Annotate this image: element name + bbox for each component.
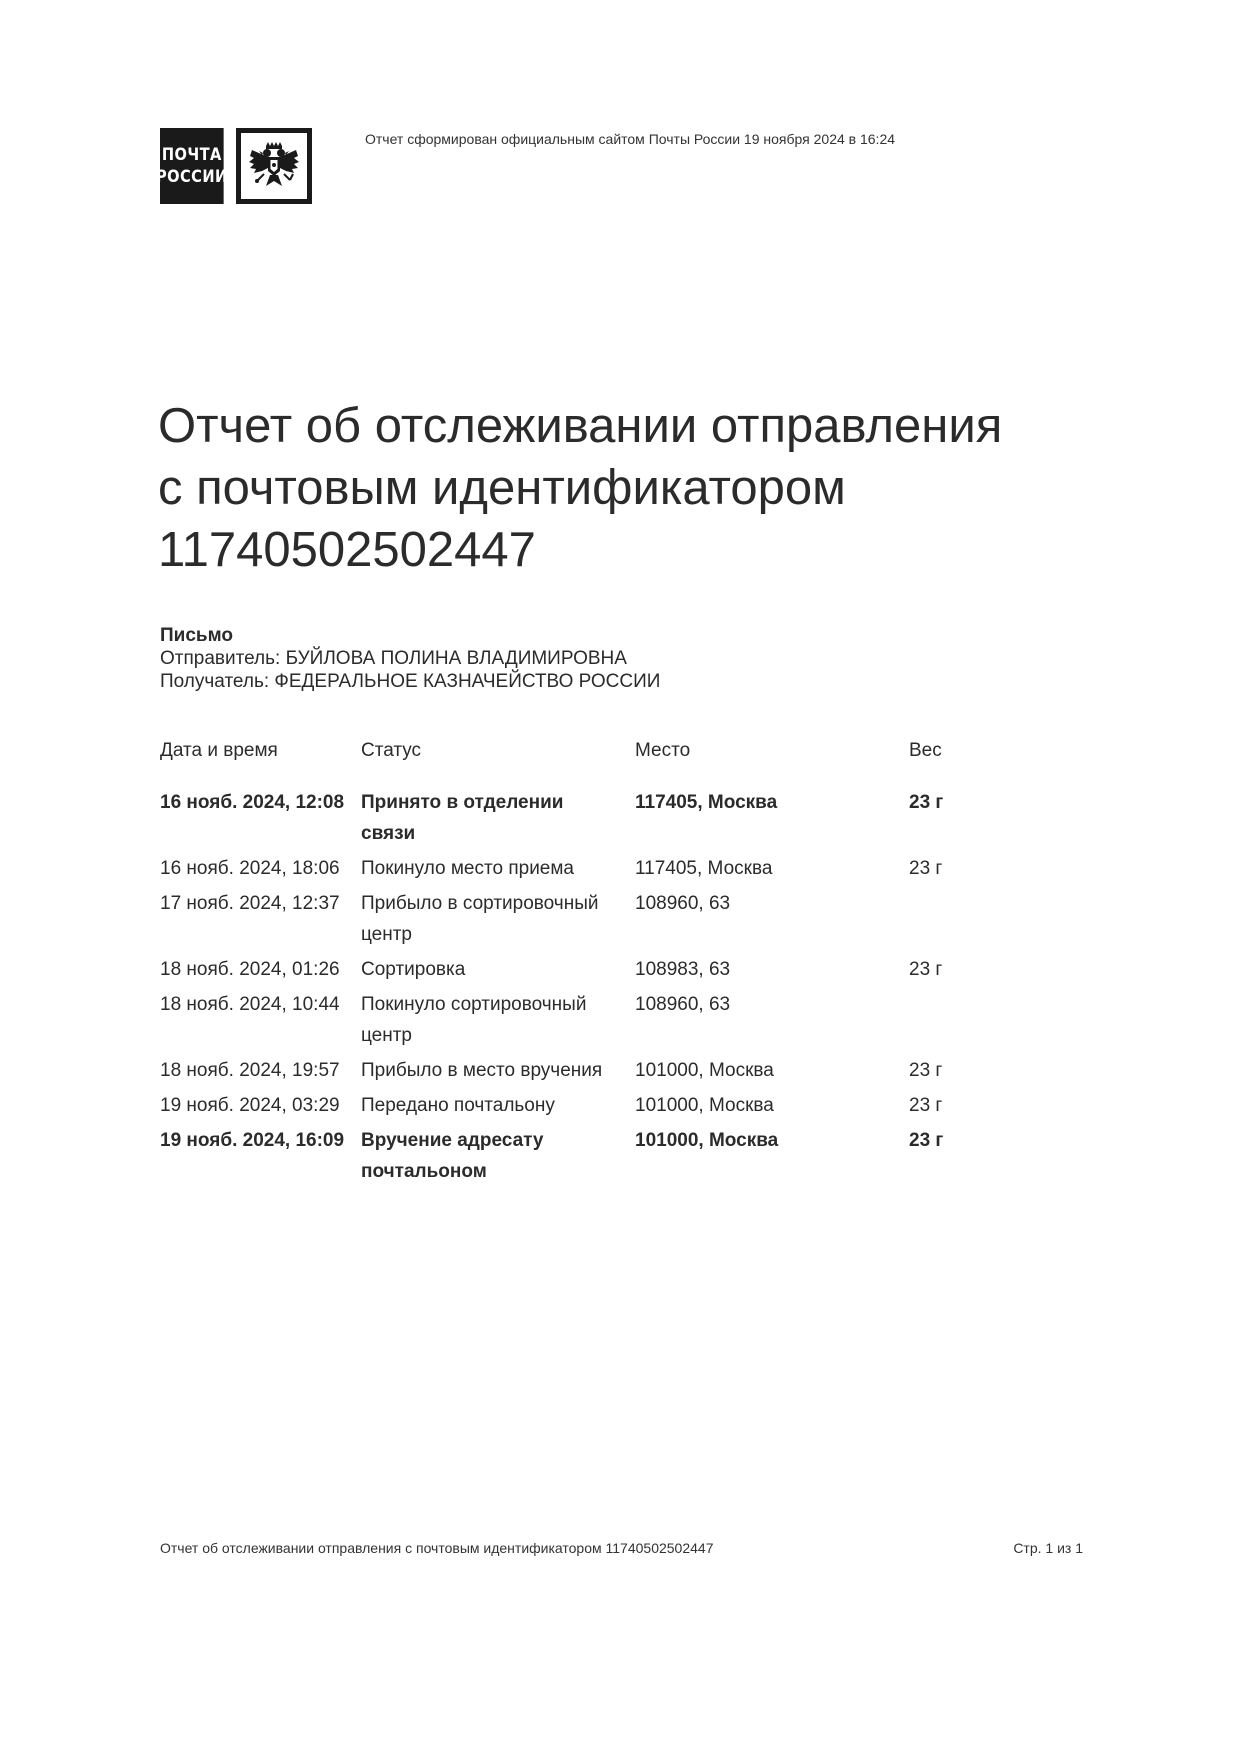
table-row (160, 1055, 989, 1090)
event-date: 16 нояб. 2024, 18:06 (160, 858, 340, 879)
logo-line-2: РОССИИ (155, 167, 228, 187)
header-status: Статус (361, 740, 422, 761)
event-status: Передано почтальону (361, 1095, 555, 1116)
event-date: 19 нояб. 2024, 03:29 (160, 1095, 340, 1116)
event-place: 108960, 63 (635, 994, 731, 1015)
table-row (160, 989, 989, 1055)
event-weight: 23 г (909, 858, 943, 879)
logo-line-1: ПОЧТА (161, 145, 222, 165)
event-date: 18 нояб. 2024, 10:44 (160, 994, 340, 1015)
event-date: 18 нояб. 2024, 01:26 (160, 959, 340, 980)
event-weight: 23 г (909, 792, 944, 813)
pochta-rossii-logo (155, 128, 312, 204)
event-status: Сортировка (361, 959, 466, 980)
shipment-info (160, 624, 660, 693)
event-place: 108983, 63 (635, 959, 731, 980)
header-place: Место (635, 740, 691, 761)
event-place: 117405, Москва (635, 858, 773, 879)
table-header-row (160, 738, 989, 787)
event-weight: 23 г (909, 1060, 943, 1081)
event-date: 17 нояб. 2024, 12:37 (160, 893, 340, 914)
logo-wordmark (155, 128, 228, 204)
event-weight (909, 888, 989, 954)
event-weight (909, 989, 989, 1055)
table-row (160, 853, 989, 888)
footer-title: Отчет об отслеживании отправления с почтовым идентификатором 11740502502447 (160, 1540, 714, 1556)
page-title (158, 395, 1002, 581)
event-status: Покинуло место приема (361, 858, 574, 879)
event-date: 16 нояб. 2024, 12:08 (160, 792, 345, 813)
shipment-type: Письмо (160, 625, 233, 646)
event-status: Прибыло в место вручения (361, 1060, 603, 1081)
report-generated-note: Отчет сформирован официальным сайтом Почты России 19 ноября 2024 в 16:24 (365, 131, 896, 147)
logo-emblem (236, 128, 312, 204)
event-date: 19 нояб. 2024, 16:09 (160, 1130, 345, 1151)
event-place: 101000, Москва (635, 1060, 774, 1081)
tracking-number: 11740502502447 (158, 523, 536, 577)
sender: Отправитель: БУЙЛОВА ПОЛИНА ВЛАДИМИРОВНА (160, 648, 627, 669)
event-place: 101000, Москва (635, 1095, 774, 1116)
page-number: Стр. 1 из 1 (1013, 1540, 1083, 1556)
table-row (160, 954, 989, 989)
title-line-2: с почтовым идентификатором (158, 461, 846, 515)
event-status: Прибыло в сортировочный центр (361, 893, 599, 945)
header-weight: Вес (909, 740, 942, 761)
table-row (160, 888, 989, 954)
event-weight: 23 г (909, 1095, 943, 1116)
event-place: 101000, Москва (635, 1130, 779, 1151)
header-date: Дата и время (160, 740, 278, 761)
tracking-events (160, 787, 989, 1191)
event-weight: 23 г (909, 959, 943, 980)
tracking-table (160, 738, 989, 1191)
event-place: 117405, Москва (635, 792, 778, 813)
event-status: Покинуло сортировочный центр (361, 994, 587, 1046)
event-weight: 23 г (909, 1130, 944, 1151)
table-row (160, 1125, 989, 1191)
event-date: 18 нояб. 2024, 19:57 (160, 1060, 340, 1081)
table-row (160, 1090, 989, 1125)
title-line-1: Отчет об отслеживании отправления (158, 399, 1003, 453)
event-place: 108960, 63 (635, 893, 731, 914)
recipient: Получатель: ФЕДЕРАЛЬНОЕ КАЗНАЧЕЙСТВО РОССИИ (160, 671, 661, 692)
double-headed-eagle-icon (246, 138, 302, 194)
event-status: Принято в отделении связи (361, 792, 564, 844)
event-status: Вручение адресату почтальоном (361, 1130, 544, 1182)
table-row (160, 787, 989, 853)
